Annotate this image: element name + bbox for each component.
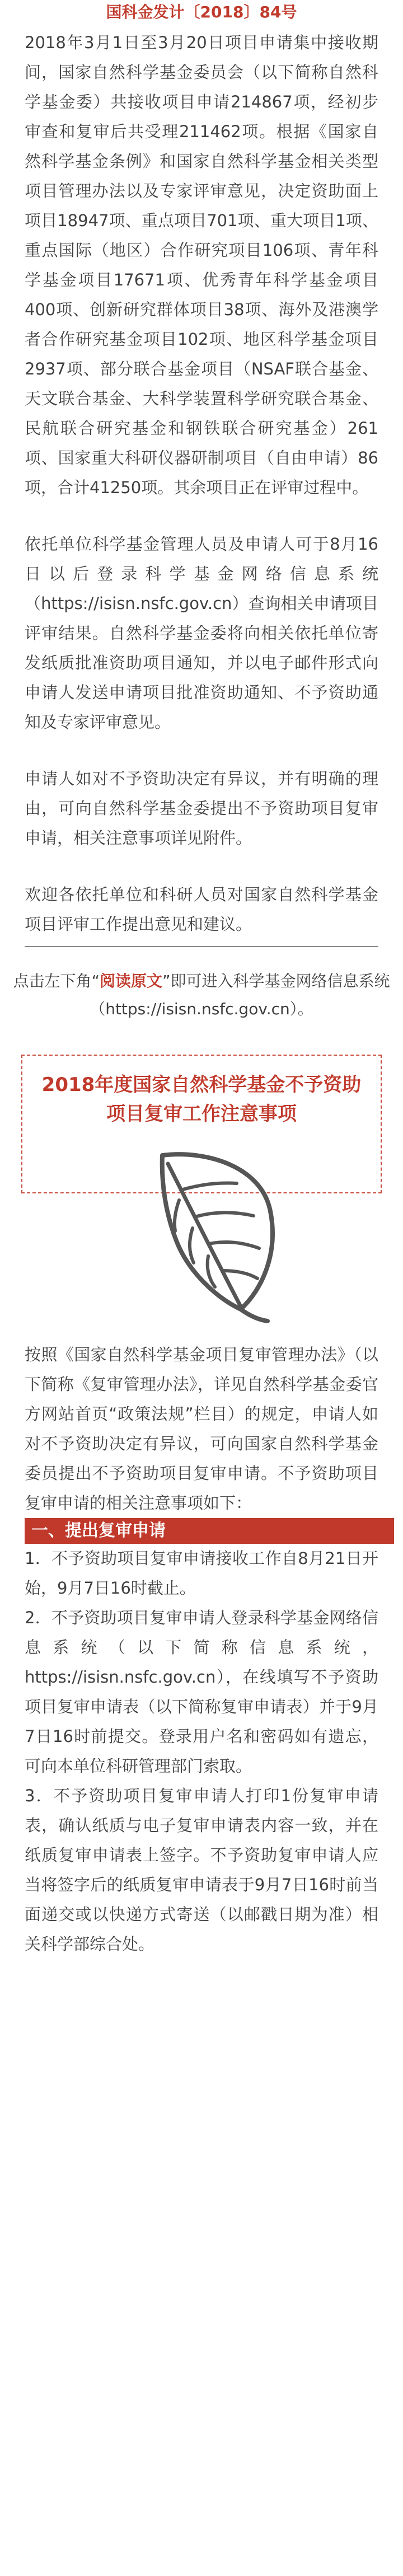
paragraph-review-objection: 申请人如对不予资助决定有异议，并有明确的理由，可向自然科学基金委提出不予资助项目复审申请，相关注意事项详见附件。: [25, 769, 378, 847]
list-item: 3．不予资助项目复审申请人打印1份复审申请表，确认纸质与电子复审申请表内容一致，并在纸质复审申请表上签字。不予资助复审申请人应当将签字后的纸质复审申请表于9月7日16时前当面递交或以快递方式寄送（以邮戳日期为准）相关科学部综合处。: [25, 1786, 378, 1954]
section-divider: [25, 946, 378, 947]
read-original-link[interactable]: 阅读原文: [99, 972, 162, 990]
paragraph-review-rules: 按照《国家自然科学基金项目复审管理办法》（以下简称《复审管理办法》，详见自然科学基金委官方网站首页“政策法规”栏目）的规定，申请人如对不予资助决定有异议，可向国家自然科学基金委员提出不予资助项目复审申请。不予资助项目复审申请的相关注意事项如下：: [25, 1345, 378, 1512]
read-original-line: 点击左下角“阅读原文”即可进入科学基金网络信息系统: [13, 972, 390, 990]
list-item: 1．不予资助项目复审申请接收工作自8月21日开始，9月7日16时截止。: [25, 1549, 378, 1598]
list-item: 2．不予资助项目复审申请人登录科学基金网络信息系统（以下简称信息系统，https://isisn.nsfc.gov.cn），在线填写不予资助项目复审申请表（以下简称复审申请表）并于9月7日16时前提交。登录用户名和密码如有遗忘，可向本单位科研管理部门索取。: [25, 1608, 378, 1776]
paragraph-feedback: 欢迎各依托单位和科研人员对国家自然科学基金项目评审工作提出意见和建议。: [25, 885, 378, 934]
document-number: 国科金发计〔2018〕84号: [106, 3, 297, 21]
notice-banner: [21, 1055, 382, 1323]
notice-title: 2018年度国家自然科学基金不予资助项目复审工作注意事项: [41, 1074, 362, 1125]
section-heading-submit-review: 一、提出复审申请: [25, 1518, 394, 1544]
paragraph-query-results: 依托单位科学基金管理人员及申请人可于8月16日以后登录科学基金网络信息系统（https://isisn.nsfc.gov.cn）查询相关申请项目评审结果。自然科学基金委将向相关依托单位寄发纸质批准资助项目通知，并以电子邮件形式向申请人发送申请项目批准资助通知、不予资助通知及专家评审意见。: [25, 535, 378, 732]
paragraph-funding-results: 2018年3月1日至3月20日项目申请集中接收期间，国家自然科学基金委员会（以下简称自然科学基金委）共接收项目申请214867项，经初步审查和复审后共受理211462项。根据《国家自然科学基金条例》和国家自然科学基金相关类型项目管理办法以及专家评审意见，决定资助面上项目18947项、重点项目701项、重大项目1项、重点国际（地区）合作研究项目106项、青年科学基金项目17671项、优秀青年科学基金项目400项、创新研究群体项目38项、海外及港澳学者合作研究基金项目102项、地区科学基金项目2937项、部分联合基金项目（NSAF联合基金、天文联合基金、大科学装置科学研究联合基金、民航联合研究基金和钢铁联合研究基金）261项、国家重大科研仪器研制项目（自由申请）86项，合计41250项。其余项目正在评审过程中。: [25, 33, 378, 497]
system-url[interactable]: （https://isisn.nsfc.gov.cn）。: [90, 1000, 313, 1018]
read-original-note: [0, 967, 403, 1023]
leaf-icon: [21, 1139, 382, 1323]
